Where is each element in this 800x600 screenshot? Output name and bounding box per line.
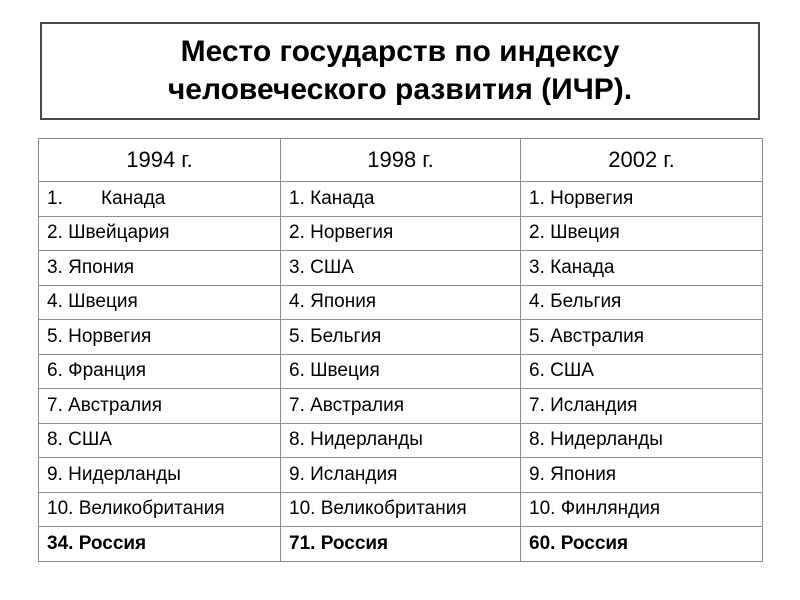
table-cell: 5. Бельгия [281,320,521,355]
table-row-russia [39,527,763,562]
table-row [39,216,763,251]
table-cell: 5. Австралия [521,320,763,355]
table-row [39,285,763,320]
table-cell: 3. Канада [521,251,763,286]
column-header-1998: 1998 г. [281,139,521,182]
column-header-1994: 1994 г. [39,139,281,182]
table-cell: 9. Исландия [281,458,521,493]
table-cell: 34. Россия [39,527,281,562]
table-cell: 7. Исландия [521,389,763,424]
table-cell: 71. Россия [281,527,521,562]
table-cell: 9. Нидерланды [39,458,281,493]
table-row [39,492,763,527]
table-cell [39,182,281,217]
table-cell: 4. Япония [281,285,521,320]
page-title-line-2: человеческого развития (ИЧР). [167,73,633,106]
table-cell: 10. Великобритания [39,492,281,527]
table-row [39,458,763,493]
table-cell: 8. Нидерланды [281,423,521,458]
title-box [40,22,760,120]
page-title-line-1: Место государств по индексу [180,35,620,68]
table-cell: 10. Великобритания [281,492,521,527]
table-row [39,354,763,389]
table-cell: 2. Норвегия [281,216,521,251]
table-cell: 4. Бельгия [521,285,763,320]
list-number: 1. [47,187,63,209]
country-name: Канада [101,187,166,209]
table-cell: 2. Швеция [521,216,763,251]
table-cell: 7. Австралия [39,389,281,424]
table-cell: 1. Норвегия [521,182,763,217]
table-cell: 6. Швеция [281,354,521,389]
table-row [39,320,763,355]
table-cell: 60. Россия [521,527,763,562]
table-cell: 2. Швейцария [39,216,281,251]
table-cell: 5. Норвегия [39,320,281,355]
table-header-row [39,139,763,182]
table-cell: 3. Япония [39,251,281,286]
table-cell: 3. США [281,251,521,286]
table-cell: 10. Финляндия [521,492,763,527]
table-cell: 9. Япония [521,458,763,493]
table-cell: 8. Нидерланды [521,423,763,458]
table-cell: 6. США [521,354,763,389]
table-cell: 8. США [39,423,281,458]
column-header-2002: 2002 г. [521,139,763,182]
table-cell: 6. Франция [39,354,281,389]
table-row [39,423,763,458]
table-row [39,251,763,286]
table-row [39,182,763,217]
table-cell: 7. Австралия [281,389,521,424]
table-cell: 1. Канада [281,182,521,217]
table-row [39,389,763,424]
hdi-ranking-table [38,138,763,562]
table-cell: 4. Швеция [39,285,281,320]
